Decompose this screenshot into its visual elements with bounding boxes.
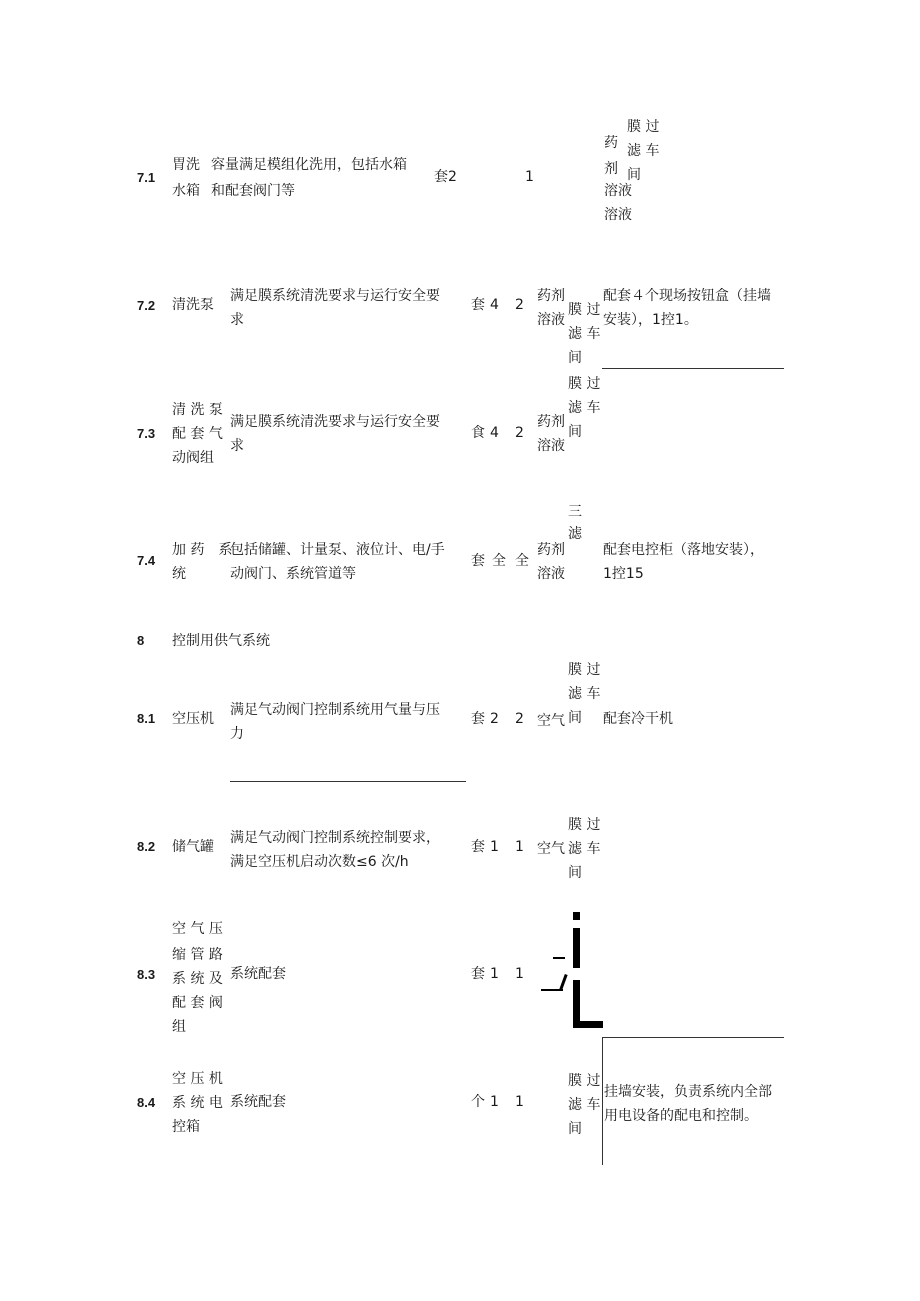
- item-description: 包括储罐、计量泵、液位计、电/手: [230, 542, 445, 558]
- item-name: 配 套 阀: [172, 995, 223, 1011]
- row-number: 7.2: [137, 298, 156, 313]
- location: 膜 过: [568, 302, 601, 318]
- location: 间: [627, 167, 641, 183]
- item-description: 满足空压机启动次数≤6 次/h: [230, 854, 409, 870]
- item-description: 力: [230, 726, 244, 742]
- unit: 套: [471, 553, 485, 569]
- location: 膜 过: [568, 1073, 601, 1089]
- location: 滤: [568, 526, 582, 542]
- row-number: 7.1: [137, 170, 156, 185]
- quantity: 4: [490, 425, 499, 441]
- item-description: 满足气动阀门控制系统用气量与压: [230, 702, 440, 718]
- row-number: 8.1: [137, 711, 156, 726]
- item-name: 组: [172, 1019, 186, 1035]
- quantity: 2: [490, 711, 499, 727]
- location: 滤 车: [568, 326, 601, 342]
- location: 膜 过: [627, 119, 660, 135]
- row-number: 7.3: [137, 426, 156, 441]
- row-number: 8.3: [137, 967, 156, 982]
- item-name: 空 压 机: [172, 1071, 223, 1087]
- scan-artifact-dash: [553, 957, 565, 959]
- item-description: 求: [230, 438, 244, 454]
- medium: 药剂: [537, 542, 565, 558]
- quantity-standby: 1: [525, 169, 534, 185]
- medium: 空气: [537, 713, 565, 729]
- unit: 套: [471, 966, 485, 982]
- remark: 安装），1控1。: [603, 312, 698, 328]
- item-name: 缩 管 路: [172, 947, 223, 963]
- item-name: 储气罐: [172, 839, 214, 855]
- item-name: 配 套 气: [172, 426, 223, 442]
- scan-artifact-dot: [573, 912, 580, 920]
- location: 间: [568, 1121, 582, 1137]
- medium: 药剂: [537, 288, 565, 304]
- quantity-standby: 1: [515, 1094, 524, 1110]
- location: 滤 车: [568, 400, 601, 416]
- table-rule: [602, 368, 784, 369]
- medium: 剂: [604, 161, 618, 177]
- unit: 套: [471, 297, 485, 313]
- item-name: 统: [172, 566, 186, 582]
- medium: 药剂: [537, 414, 565, 430]
- location: 滤 车: [627, 143, 660, 159]
- location: 间: [568, 424, 582, 440]
- scan-artifact-bar: [573, 928, 580, 968]
- scan-artifact-bar: [573, 1021, 603, 1028]
- item-name: 加 药 系: [172, 542, 233, 558]
- remark: 1控15: [603, 566, 644, 582]
- medium: 空气: [537, 841, 565, 857]
- row-number: 8.4: [137, 1095, 156, 1110]
- remark: 配套冷干机: [603, 711, 673, 727]
- table-rule: [602, 1037, 603, 1165]
- item-description: 满足膜系统清洗要求与运行安全要: [230, 288, 440, 304]
- remark: 用电设备的配电和控制。: [604, 1108, 758, 1124]
- item-name: 清 洗 泵: [172, 402, 223, 418]
- quantity: 全: [492, 553, 506, 569]
- item-description: 满足膜系统清洗要求与运行安全要: [230, 414, 440, 430]
- item-description: 求: [230, 312, 244, 328]
- unit: 套: [471, 839, 485, 855]
- remark: 挂墙安装，负责系统内全部: [604, 1084, 772, 1100]
- unit: 食: [471, 425, 485, 441]
- medium: 溶液: [604, 183, 632, 199]
- quantity-standby: 1: [515, 839, 524, 855]
- row-number: 8.2: [137, 839, 156, 854]
- quantity: 1: [490, 966, 499, 982]
- location: 滤 车: [568, 1097, 601, 1113]
- location: 滤 车: [568, 686, 601, 702]
- medium: 溶液: [537, 566, 565, 582]
- location: 间: [568, 350, 582, 366]
- quantity: 1: [490, 839, 499, 855]
- location: 膜 过: [568, 662, 601, 678]
- item-name: 控箱: [172, 1119, 200, 1135]
- location: 膜 过: [568, 817, 601, 833]
- medium: 溶液: [537, 312, 565, 328]
- item-description: 和配套阀门等: [211, 183, 295, 199]
- scan-artifact-slash: [559, 974, 567, 990]
- item-name: 胃洗: [172, 157, 200, 173]
- section-title: 控制用供气系统: [172, 633, 270, 649]
- item-description: 动阀门、系统管道等: [230, 566, 356, 582]
- quantity: 4: [490, 297, 499, 313]
- unit: 个: [471, 1094, 485, 1110]
- quantity-standby: 2: [515, 297, 524, 313]
- unit-quantity: 套2: [434, 169, 457, 185]
- remark: 配套电控柜（落地安装），: [603, 542, 764, 558]
- quantity-standby: 1: [515, 966, 524, 982]
- medium: 溶液: [537, 438, 565, 454]
- item-name: 清洗泵: [172, 297, 214, 313]
- row-number: 7.4: [137, 553, 156, 568]
- item-description: 满足气动阀门控制系统控制要求，: [230, 830, 440, 846]
- item-description: 系统配套: [230, 1094, 286, 1110]
- item-description: 系统配套: [230, 966, 286, 982]
- quantity-standby: 2: [515, 711, 524, 727]
- medium: 药: [604, 135, 618, 151]
- quantity: 1: [490, 1094, 499, 1110]
- location: 膜 过: [568, 376, 601, 392]
- item-name: 水箱: [172, 183, 200, 199]
- item-name: 系 统 及: [172, 971, 223, 987]
- item-name: 系 统 电: [172, 1095, 223, 1111]
- location: 三: [568, 504, 582, 520]
- unit: 套: [471, 711, 485, 727]
- item-name: 空 气 压: [172, 921, 223, 937]
- remark: 配套４个现场按钮盒（挂墙: [603, 288, 771, 304]
- item-name: 动阀组: [172, 450, 214, 466]
- table-rule: [602, 1037, 784, 1038]
- medium: 溶液: [604, 207, 632, 223]
- table-rule: [230, 781, 466, 782]
- location: 间: [568, 865, 582, 881]
- item-name: 空压机: [172, 711, 214, 727]
- section-number: 8: [137, 633, 145, 648]
- item-description: 容量满足模组化洗用，包括水箱: [211, 157, 407, 173]
- location: 间: [568, 710, 582, 726]
- quantity-standby: 全: [515, 553, 529, 569]
- quantity-standby: 2: [515, 425, 524, 441]
- location: 滤 车: [568, 841, 601, 857]
